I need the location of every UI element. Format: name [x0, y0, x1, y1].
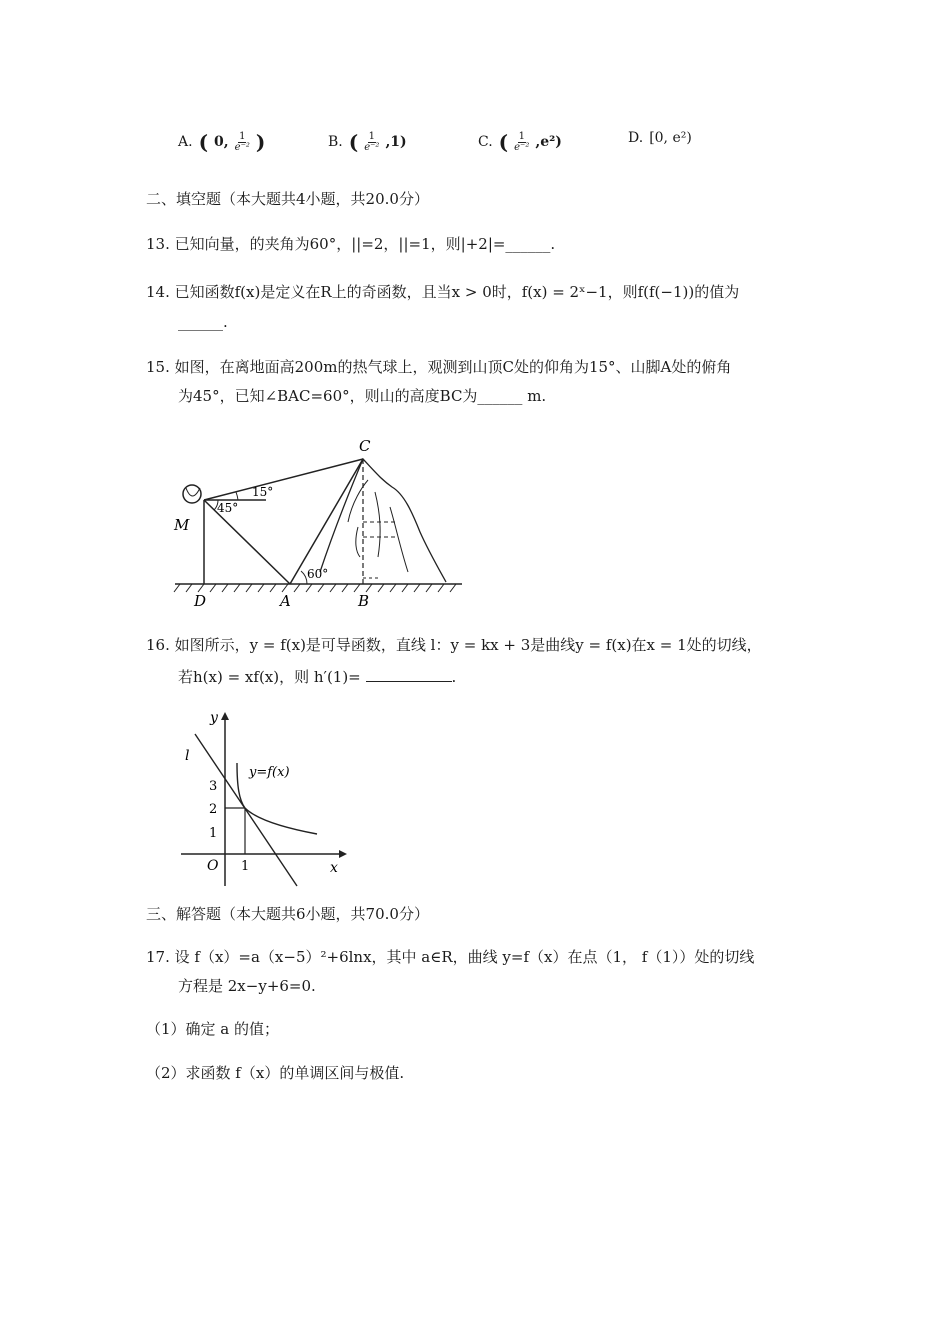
- option-a-zero: 0,: [214, 134, 229, 150]
- option-a-close: ): [255, 130, 266, 154]
- ground-hatch: [174, 584, 456, 592]
- option-b-label: B.: [328, 134, 343, 150]
- q16-line1: 16. 如图所示，y = f(x)是可导函数，直线 l：y = kx + 3是曲线y = f(x)在x = 1处的切线，: [146, 636, 762, 654]
- option-a-num: 1: [239, 130, 246, 142]
- label-c: C: [359, 437, 371, 455]
- label-l: l: [185, 748, 190, 764]
- option-c-den: e⁻²: [514, 141, 530, 153]
- option-a: [178, 130, 265, 154]
- option-b-rest: ,1): [385, 134, 407, 150]
- q15-line1: 15. 如图，在离地面高200m的热气球上，观测到山顶C处的仰角为15°、山脚A处的俯角: [146, 358, 732, 376]
- label-b: B: [358, 592, 370, 610]
- q15-line2: 为45°，已知∠BAC=60°，则山的高度BC为______ m.: [178, 387, 547, 405]
- option-b: [328, 130, 407, 154]
- q16-answer-blank: [366, 667, 452, 682]
- tick-1-y: 1: [209, 826, 218, 841]
- x-axis-arrow: [339, 850, 347, 858]
- option-d: [628, 130, 692, 146]
- figure15-diagram: [170, 432, 470, 612]
- option-a-fraction: [235, 132, 250, 153]
- q17-part1: （1）确定 a 的值；: [146, 1020, 280, 1038]
- q13-text: 13. 已知向量，的夹角为60°，||=2，||=1，则|+2|=______.: [146, 235, 556, 253]
- segment-ac: [290, 459, 363, 584]
- q14-line1: 14. 已知函数f(x)是定义在R上的奇函数，且当x > 0时，f(x) = 2ˣ−1，则f(f(−1))的值为: [146, 283, 740, 301]
- arc-15: [236, 492, 238, 500]
- y-axis-arrow: [221, 712, 229, 720]
- option-d-text: [0, e²): [649, 130, 692, 146]
- option-c-num: 1: [518, 130, 525, 142]
- tick-3: 3: [209, 779, 218, 794]
- option-b-num: 1: [368, 130, 376, 142]
- q14-line2: ______.: [178, 313, 228, 331]
- option-b-den: e⁻²: [364, 141, 380, 153]
- label-origin: O: [207, 858, 219, 874]
- option-b-open: (: [348, 130, 359, 154]
- option-c-fraction: [514, 132, 529, 153]
- label-y: y: [210, 710, 218, 726]
- angle-45-label: 45°: [217, 501, 239, 515]
- option-a-open: (: [198, 130, 209, 154]
- balloon-icon: [183, 485, 201, 503]
- option-b-fraction: [364, 132, 379, 153]
- mountain-outline: [320, 459, 446, 582]
- label-m: M: [174, 516, 190, 534]
- figure16-graph: [175, 708, 350, 888]
- label-x: x: [330, 860, 338, 876]
- option-c-label: C.: [478, 134, 493, 150]
- option-c-rest: ,e²): [535, 134, 562, 150]
- q17-part2: （2）求函数 f（x）的单调区间与极值.: [146, 1064, 405, 1082]
- q16-line2: [178, 666, 456, 687]
- q17-line1: 17. 设 f（x）=a（x−5）²+6lnx，其中 a∈R，曲线 y=f（x）在点（1， f（1））处的切线: [146, 948, 755, 966]
- mountain-texture: [348, 480, 408, 572]
- option-c: [478, 130, 562, 154]
- label-a: A: [280, 592, 291, 610]
- q16-line2-post: .: [451, 668, 457, 686]
- section2-title: 二、填空题（本大题共4小题，共20.0分）: [146, 190, 429, 208]
- label-d: D: [194, 592, 207, 610]
- angle-60-label: 60°: [307, 567, 329, 581]
- segment-mc: [204, 459, 363, 500]
- q16-line2-pre: 若h(x) = xf(x)，则 h′(1)=: [178, 668, 366, 686]
- option-d-label: D.: [628, 130, 644, 146]
- section3-title: 三、解答题（本大题共6小题，共70.0分）: [146, 905, 429, 923]
- tick-2: 2: [209, 802, 218, 817]
- tick-1-x: 1: [241, 859, 250, 874]
- curve-label: y=f(x): [249, 765, 290, 780]
- option-a-den: e⁻²: [234, 141, 250, 153]
- angle-15-label: 15°: [252, 485, 274, 499]
- q17-line2: 方程是 2x−y+6=0.: [178, 977, 316, 995]
- option-a-label: A.: [178, 134, 193, 150]
- option-c-open: (: [498, 130, 509, 154]
